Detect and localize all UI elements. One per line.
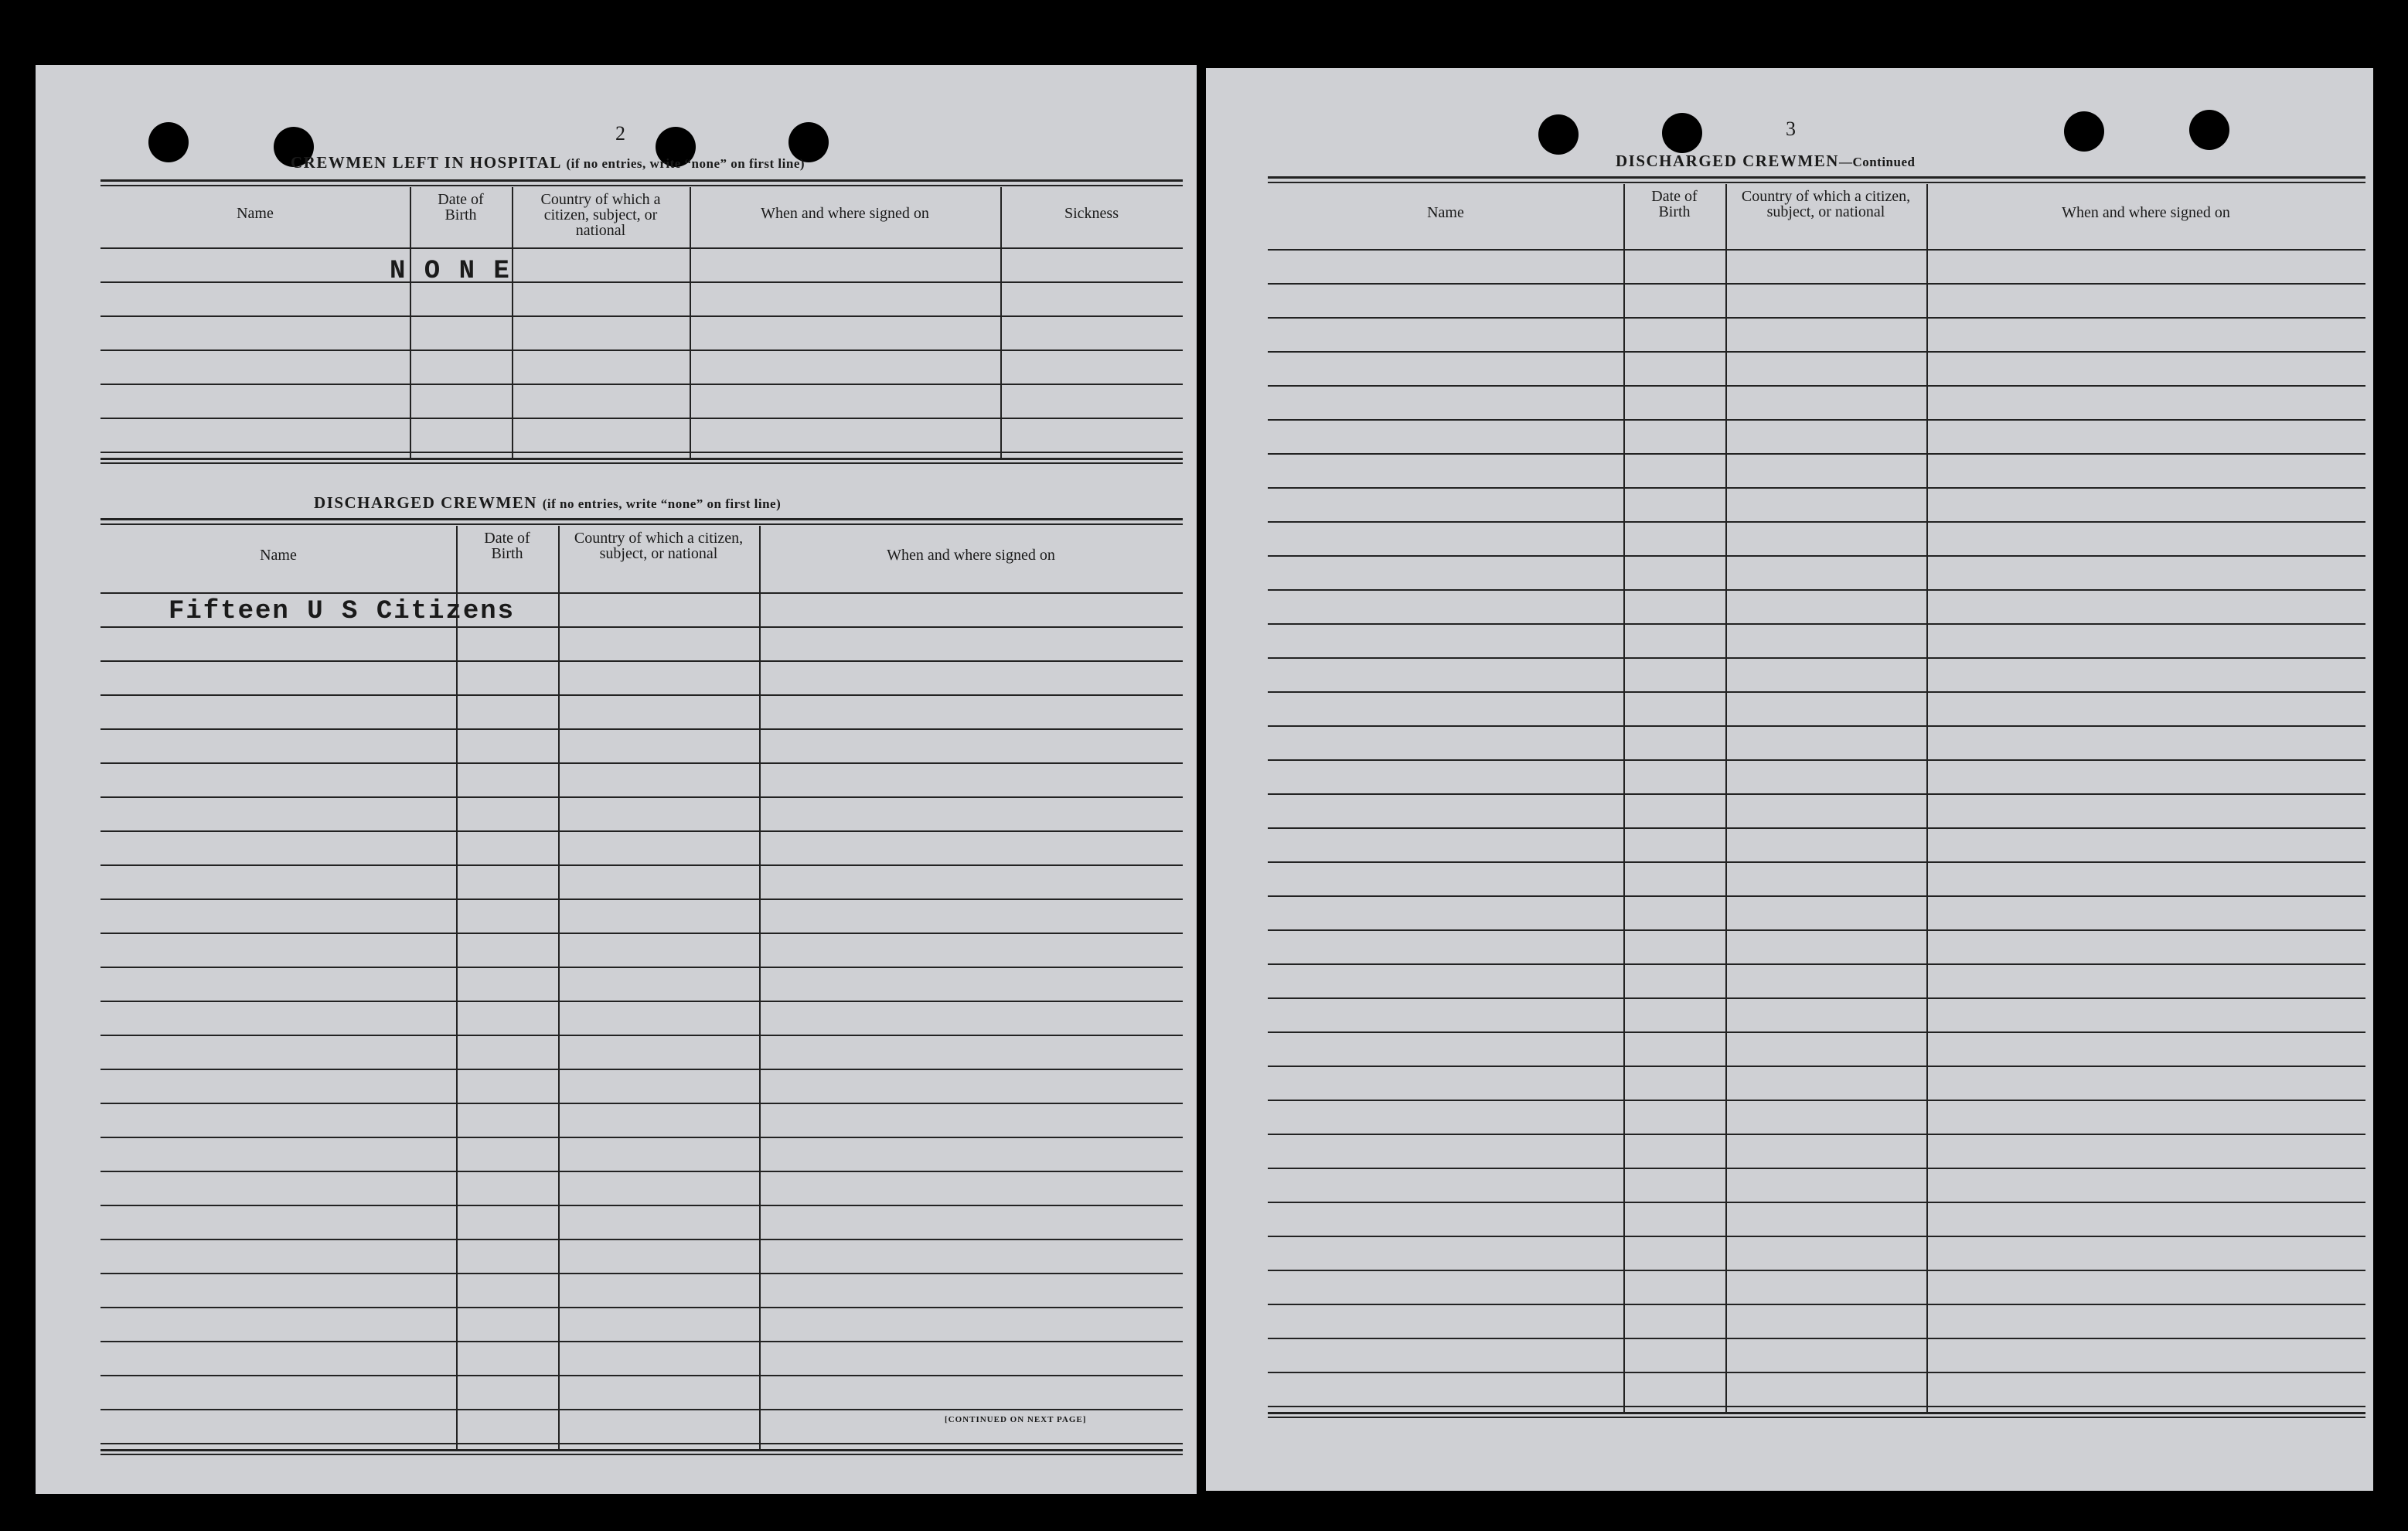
header-rule: [1268, 249, 2365, 251]
punch-hole: [1662, 113, 1702, 153]
row-rule: [1268, 861, 2365, 863]
column-header: Date of Birth: [438, 191, 484, 223]
continued-footer: [CONTINUED ON NEXT PAGE]: [945, 1415, 1087, 1424]
column-header: Name: [260, 547, 297, 564]
row-rule: [1268, 487, 2365, 489]
table-bottom-rule: [1268, 1412, 2365, 1414]
punch-hole: [2064, 111, 2104, 152]
table-top-rule: [100, 179, 1183, 182]
row-rule: [1268, 759, 2365, 761]
row-rule: [100, 830, 1183, 832]
row-rule: [1268, 283, 2365, 285]
hospital-section-title: [291, 153, 805, 172]
row-rule: [100, 1341, 1183, 1342]
row-rule: [100, 1001, 1183, 1002]
row-rule: [100, 1035, 1183, 1036]
table-top-rule: [1268, 182, 2365, 183]
table-bottom-rule: [100, 1454, 1183, 1455]
row-rule: [1268, 351, 2365, 353]
page-number: 2: [615, 122, 625, 145]
row-rule: [100, 452, 1183, 453]
punch-hole: [2189, 110, 2229, 150]
row-rule: [1268, 725, 2365, 727]
row-rule: [1268, 1406, 2365, 1407]
row-rule: [1268, 997, 2365, 999]
row-rule: [1268, 1236, 2365, 1237]
row-rule: [1268, 1304, 2365, 1305]
table-bottom-rule: [1268, 1417, 2365, 1418]
row-rule: [1268, 895, 2365, 897]
hospital-title-text: CREWMEN LEFT IN HOSPITAL: [291, 153, 561, 172]
row-rule: [1268, 1134, 2365, 1135]
column-rule: [558, 526, 560, 1449]
row-rule: [1268, 419, 2365, 421]
row-rule: [1268, 657, 2365, 659]
row-rule: [100, 1137, 1183, 1138]
row-rule: [100, 384, 1183, 385]
header-rule: [100, 247, 1183, 249]
column-header: Date of Birth: [484, 530, 530, 562]
column-rule: [456, 526, 458, 1449]
hospital-instruction: (if no entries, write “none” on first line): [566, 156, 806, 171]
row-rule: [100, 796, 1183, 798]
row-rule: [100, 728, 1183, 730]
table-top-rule: [100, 518, 1183, 520]
row-rule: [1268, 555, 2365, 557]
page-number: 3: [1786, 118, 1796, 140]
discharged-continued-title: [1616, 152, 1915, 171]
discharged-title-text: DISCHARGED CREWMEN: [314, 493, 537, 512]
row-rule: [100, 660, 1183, 662]
column-rule: [1000, 187, 1002, 458]
row-rule: [1268, 929, 2365, 931]
column-header: When and where signed on: [761, 205, 929, 222]
row-rule: [100, 1205, 1183, 1206]
row-rule: [100, 694, 1183, 696]
row-rule: [1268, 1100, 2365, 1101]
table-top-rule: [1268, 176, 2365, 179]
left-page: [36, 65, 1197, 1494]
column-header: Date of Birth: [1651, 188, 1698, 220]
discharged-table: [100, 518, 1183, 1492]
row-rule: [100, 967, 1183, 968]
row-rule: [100, 315, 1183, 317]
row-rule: [100, 762, 1183, 764]
column-rule: [690, 187, 691, 458]
row-rule: [1268, 1031, 2365, 1033]
column-header: When and where signed on: [887, 547, 1055, 564]
row-rule: [100, 1273, 1183, 1274]
row-rule: [100, 1069, 1183, 1070]
header-rule: [100, 592, 1183, 594]
row-rule: [1268, 963, 2365, 965]
row-rule: [1268, 1372, 2365, 1373]
row-rule: [1268, 623, 2365, 625]
row-rule: [1268, 1270, 2365, 1271]
discharged-entry: Fifteen U S Citizens: [169, 597, 516, 626]
row-rule: [1268, 453, 2365, 455]
row-rule: [100, 864, 1183, 866]
row-rule: [100, 1443, 1183, 1444]
row-rule: [1268, 793, 2365, 795]
column-rule: [759, 526, 761, 1449]
row-rule: [1268, 827, 2365, 829]
row-rule: [100, 933, 1183, 934]
punch-hole: [1538, 114, 1579, 155]
row-rule: [1268, 1338, 2365, 1339]
table-top-rule: [100, 523, 1183, 525]
hospital-table: [100, 179, 1183, 520]
row-rule: [1268, 1066, 2365, 1067]
table-bottom-rule: [100, 1449, 1183, 1451]
row-rule: [1268, 1168, 2365, 1169]
row-rule: [100, 1409, 1183, 1410]
column-header: Sickness: [1064, 205, 1119, 222]
row-rule: [1268, 385, 2365, 387]
column-rule: [512, 187, 513, 458]
row-rule: [1268, 691, 2365, 693]
row-rule: [100, 898, 1183, 900]
column-rule: [1725, 184, 1727, 1412]
column-header: When and where signed on: [2062, 204, 2230, 221]
column-header: Name: [1427, 204, 1464, 221]
punch-hole: [148, 122, 189, 162]
hospital-entry-none: N O N E: [390, 257, 511, 286]
discharged-continued-title-text: DISCHARGED CREWMEN: [1616, 152, 1839, 170]
row-rule: [100, 1375, 1183, 1376]
continued-suffix: —Continued: [1838, 155, 1916, 169]
right-page: [1206, 68, 2373, 1491]
column-rule: [410, 187, 411, 458]
column-header: Country of which a citizen, subject, or national: [540, 191, 661, 239]
row-rule: [100, 1307, 1183, 1308]
column-header: Name: [237, 205, 274, 222]
row-rule: [100, 350, 1183, 351]
row-rule: [1268, 317, 2365, 319]
table-bottom-rule: [100, 462, 1183, 464]
table-top-rule: [100, 185, 1183, 186]
row-rule: [100, 1239, 1183, 1240]
column-header: Country of which a citizen, subject, or national: [574, 530, 744, 562]
table-bottom-rule: [100, 458, 1183, 460]
row-rule: [100, 1103, 1183, 1104]
row-rule: [1268, 589, 2365, 591]
discharged-continued-table: [1268, 176, 2365, 1413]
discharged-instruction: (if no entries, write “none” on first line): [542, 496, 782, 511]
row-rule: [1268, 521, 2365, 523]
row-rule: [100, 626, 1183, 628]
row-rule: [1268, 1202, 2365, 1203]
discharged-section-title: [314, 493, 781, 513]
row-rule: [100, 1171, 1183, 1172]
column-header: Country of which a citizen, subject, or national: [1741, 188, 1911, 220]
row-rule: [100, 281, 1183, 283]
column-rule: [1926, 184, 1928, 1412]
row-rule: [100, 418, 1183, 419]
column-rule: [1623, 184, 1625, 1412]
